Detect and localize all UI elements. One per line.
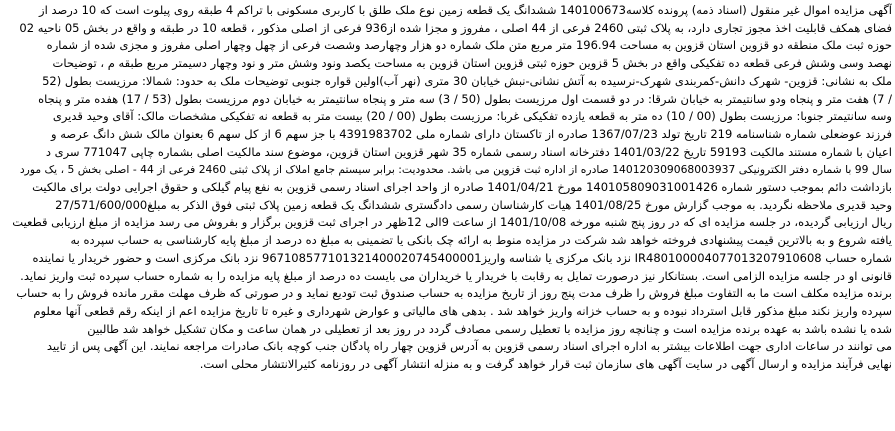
- notice-line-4: نهصد وسی وشش فرعی قطعه ده تفکیکی واقع در بخش 5 قزوین حوزه ثبتی قزوین استان قزوین به مساحت یکصد ونود وشش متر و نود وچهار دسیمتر مربع طبقه م ، توضیحات: [52, 56, 892, 71]
- notice-line-3: حوزه ثبت ملک منطقه دو قزوین استان قزوین به مساحت 196.94 متر مربع متن ملک شماره دو هزار وچهارصد وشصت فرعی از چهل وچهار اصلی مفروز و مجزی شده از شماره: [46, 38, 892, 53]
- notice-line-2: فضای همکف قابلیت اخذ مجوز تجاری دارد، به پلاک ثبتی 2460 فرعی از 44 اصلی ، مفروز و مجزا شده از936 فرعی از اصلی مذکور ، قطعه 10 در طبقه و واقع در بخش 05 ناحیه 02: [19, 20, 892, 35]
- notice-line-16: قانونی او در جلسه مزایده الزامی است. بستانکار نیز درصورت تمایل به رقابت با خریدار یا خریداران می بایست ده درصد از مبلغ پایه مزایده را به شماره حساب سپرده ثبت واریز نماید.: [20, 268, 892, 283]
- notice-line-11: بازداشت دائم بموجب دستور شماره 140105809031001426 مورخ 1401/04/21 صادره از واحد اجرای اسناد رسمی قزوین به نفع پیام گیلکی و حقوق اجرایی دولت برای مالکیت: [32, 180, 892, 195]
- notice-line-7: وسه سانتیمتر جنوبا: مرزیست بطول (00 / 10) ده متر به قطعه یازده تفکیکی غربا: مرزیست بطول (00 / 20) بیست متر به قطعه نه تفکیکی مشخصات مالک: آقای وحید قدیری: [52, 109, 892, 124]
- notice-line-18: سپرده واریز نکند مبلغ مذکور قابل استرداد نبوده و به حساب خزانه واریز خواهد شد . بدهی های مالیاتی و عوارض شهرداری و غیره تا تاریخ مزایده اعم از اینکه رقم قطعی آنها معلوم: [33, 303, 892, 318]
- notice-line-21: نهایی فرآیند مزایده و ارسال آگهی در سایت آگهی های سازمان ثبت قرار خواهد گرفت و به منزله انتشار آگهی در روزنامه کثیرالانتشار محلی است.: [199, 357, 892, 372]
- notice-line-9: اعیان با شماره مستند مالکیت 59193 تاریخ 1401/03/22 دفترخانه اسناد رسمی شماره 35 شهر قزوین استان قزوین، موضوع سند مالکیت اصلی بشماره چاپی 771047 سری د: [45, 144, 892, 159]
- notice-line-14: یافته شروع و به بالاترین قیمت پیشنهادی فروخته خواهد شد شرکت در مزایده منوط به ارائه چک بانکی یا تضمینی به مبلغ ده درصد از مبلغ پایه کارشناسی به حساب سپرده به: [70, 233, 892, 248]
- notice-line-20: می توانند در ساعات اداری جهت اطلاعات بیشتر به اداره اجرای اسناد رسمی قزوین به آدرس قزوین چهار راه پادگان جنب کوچه بانک صادرات مراجعه نمایند. این آگهی پس از تایید: [46, 339, 892, 354]
- notice-line-12: وحید قدیری ملاحظه نگردید. به موجب گزارش مورخ 1401/08/25 هیات کارشناسان رسمی دادگستری ششدانگ یک قطعه زمین پلاک ثبتی فوق الذکر به مبلغ27/571/600/000: [55, 197, 892, 212]
- notice-line-13: ریال ارزیابی گردیده، در جلسه مزایده ای که در روز پنج شنبه مورخه 1401/10/08 از ساعت 9الی 12ظهر در اجرای ثبت قزوین برگزار و بفروش می رسد مزایده از مبلغ ارزیابی قطعیت: [12, 215, 892, 230]
- notice-line-15: شماره حساب IR480100004077013207910608 نزد بانک مرکزی یا شناسه واریز967108577101321400020745400001 نزد بانک مرکزی است و حضور خریدار یا نماینده: [32, 250, 892, 265]
- notice-line-6: / 7) هفت متر و پنجاه ودو سانتیمتر به خیابان شرقا: در دو قسمت اول مرزیست بطول (50 / 3) سه متر و پنجاه سانتیمتر به خیابان دوم مرزیست بطول (53 / 17) هفده متر و پنجاه: [38, 91, 892, 106]
- auction-notice-text: [0, 2, 895, 374]
- notice-line-19: شده یا نشده باشد به عهده برنده مزایده است و چنانچه روز مزایده با تعطیل رسمی مصادف گردد در روز بعد از تعطیلی در همان ساعت و مکان تشکیل خواهد شد طالبین: [87, 321, 892, 336]
- notice-line-8: فرزند عوضعلی شماره شناسنامه 219 تاریخ تولد 1367/07/23 صادره از تاکستان دارای شماره ملی 4391983702 با جز سهم 6 از کل سهم 6 بعنوان مالک شش دانگ عرصه و: [51, 126, 892, 141]
- notice-line-1: آگهی مزایده اموال غیر منقول (اسناد ذمه) پرونده کلاسه140100673 ششدانگ یک قطعه زمین نوع ملک طلق با کاربری مسکونی با تراکم 4 طبقه روی پیلوت است که 10 درصد از: [39, 3, 892, 17]
- notice-line-17: برنده مزایده مکلف است ما به التفاوت مبلغ فروش را ظرف مدت پنج روز از تاریخ مزایده به حساب صندوق ثبت تودیع نماید و در صورتی که ظرف مهلت مقرر مانده فروش را به حساب: [16, 286, 892, 301]
- notice-line-10: سال 99 با شماره دفتر الکترونیکی 140120309068003937 صادره از اداره ثبت قزوین می باشد. محدودیت: برابر سیستم جامع املاک از پلاک ثبتی 2460 فرعی از 44 - اصلی بخش 5 ، یک مورد: [19, 163, 892, 177]
- notice-line-5: ملک به نشانی: قزوین- شهرک دانش-کمربندی شهرک-نرسیده به آتش نشانی-نبش خیابان 30 متری (نهر آب)اولین قواره جنوبی توضیحات ملک به حدود: شمالا: مرزیست بطول (52: [42, 73, 892, 88]
